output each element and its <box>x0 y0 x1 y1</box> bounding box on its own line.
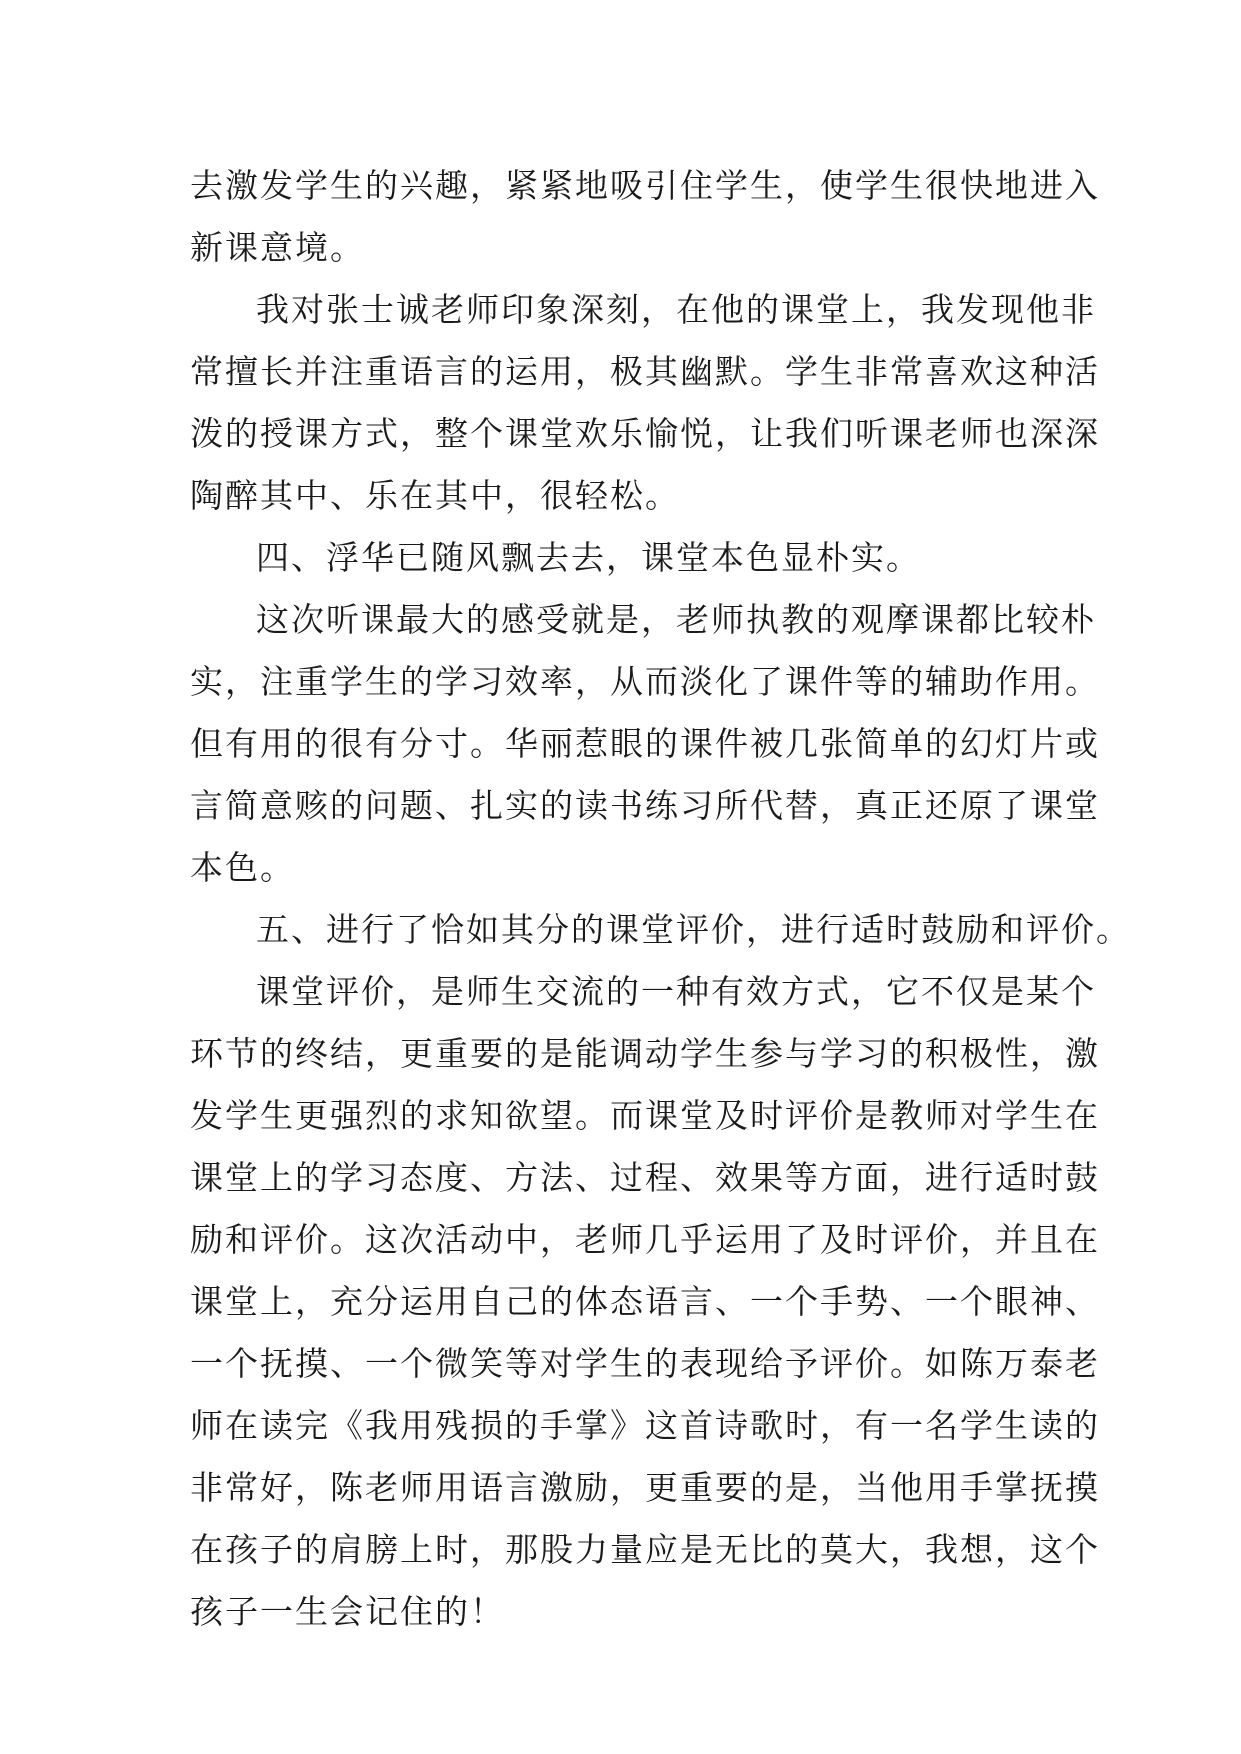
text-line: 一个抚摸、一个微笑等对学生的表现给予评价。如陈万泰老 <box>190 1344 1100 1383</box>
text-line: 这次听课最大的感受就是，老师执教的观摩课都比较朴 <box>256 600 1096 639</box>
text-line: 言简意赅的问题、扎实的读书练习所代替，真正还原了课堂 <box>190 786 1100 825</box>
text-line: 发学生更强烈的求知欲望。而课堂及时评价是教师对学生在 <box>190 1096 1100 1135</box>
text-line: 课堂评价，是师生交流的一种有效方式，它不仅是某个 <box>256 972 1096 1011</box>
text-line: 在孩子的肩膀上时，那股力量应是无比的莫大，我想，这个 <box>190 1530 1100 1569</box>
text-line: 师在读完《我用残损的手掌》这首诗歌时，有一名学生读的 <box>190 1406 1100 1445</box>
document-body <box>190 155 1131 1643</box>
text-line: 泼的授课方式，整个课堂欢乐愉悦，让我们听课老师也深深 <box>190 414 1100 453</box>
text-line: 常擅长并注重语言的运用，极其幽默。学生非常喜欢这种活 <box>190 352 1100 391</box>
text-line: 去激发学生的兴趣，紧紧地吸引住学生，使学生很快地进入 <box>190 166 1100 205</box>
text-line: 但有用的很有分寸。华丽惹眼的课件被几张简单的幻灯片或 <box>190 724 1100 763</box>
text-line: 环节的终结，更重要的是能调动学生参与学习的积极性，激 <box>190 1034 1100 1073</box>
text-line: 四、浮华已随风飘去去，课堂本色显朴实。 <box>256 538 921 577</box>
text-line: 我对张士诚老师印象深刻，在他的课堂上，我发现他非 <box>256 290 1096 329</box>
text-line: 本色。 <box>190 848 295 887</box>
text-line: 课堂上，充分运用自己的体态语言、一个手势、一个眼神、 <box>190 1282 1100 1321</box>
text-line: 五、进行了恰如其分的课堂评价，进行适时鼓励和评价。 <box>256 910 1131 949</box>
text-line: 非常好，陈老师用语言激励，更重要的是，当他用手掌抚摸 <box>190 1468 1100 1507</box>
text-line: 陶醉其中、乐在其中，很轻松。 <box>190 476 680 515</box>
text-line: 孩子一生会记住的！ <box>190 1592 505 1631</box>
text-line: 实，注重学生的学习效率，从而淡化了课件等的辅助作用。 <box>190 662 1100 701</box>
text-line: 励和评价。这次活动中，老师几乎运用了及时评价，并且在 <box>190 1220 1100 1259</box>
text-line: 课堂上的学习态度、方法、过程、效果等方面，进行适时鼓 <box>190 1158 1100 1197</box>
text-line: 新课意境。 <box>190 228 365 267</box>
